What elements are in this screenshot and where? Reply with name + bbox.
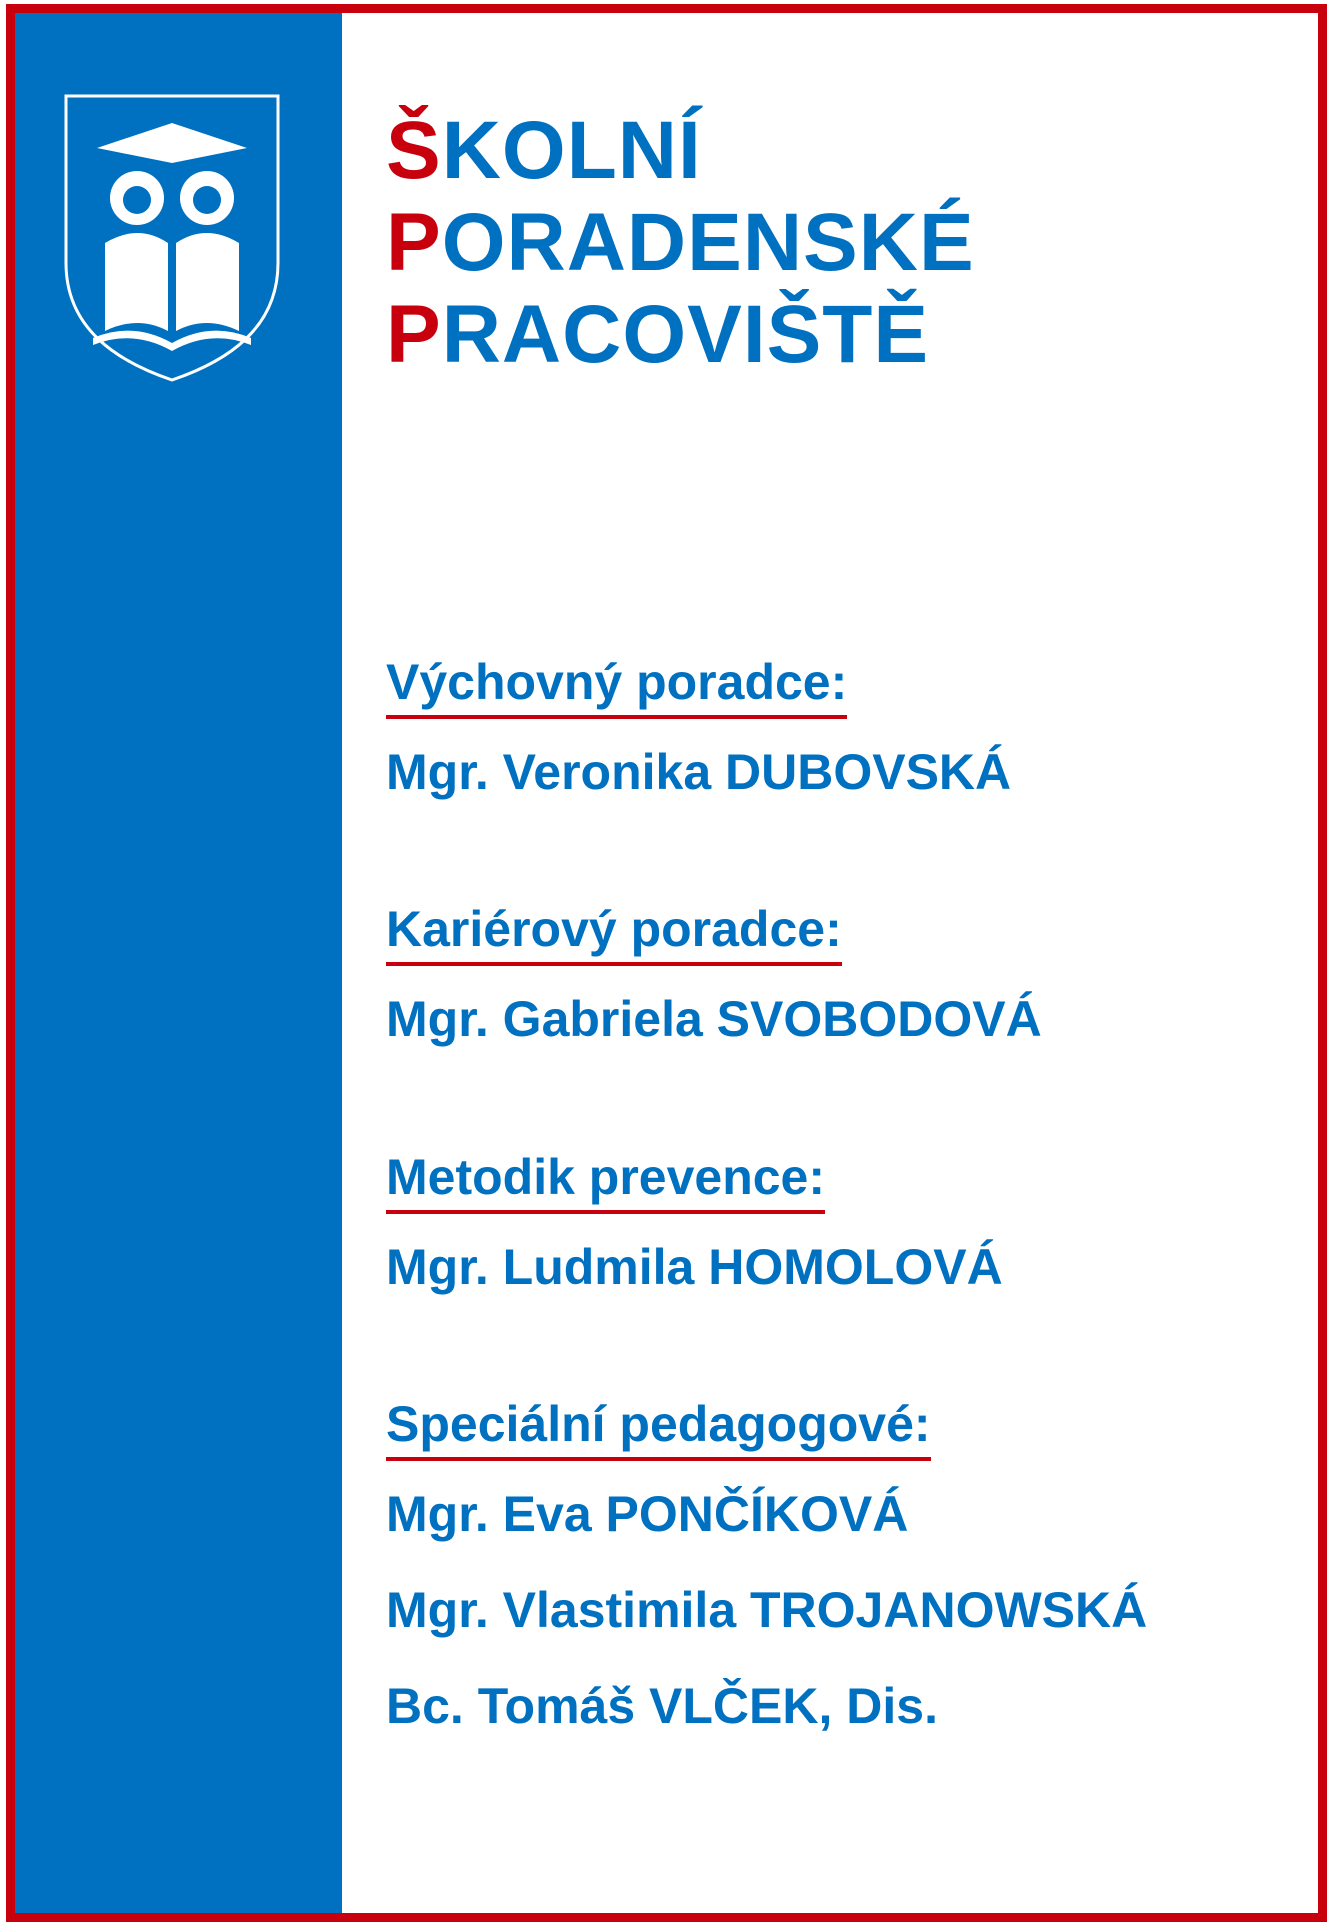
section-label: Kariérový poradce: [386,898,842,966]
title-rest: KOLNÍ [441,105,702,196]
staff-name: Mgr. Vlastimila TROJANOWSKÁ [386,1582,1148,1638]
staff-name: Mgr. Veronika DUBOVSKÁ [386,744,1012,800]
title-initial: P [386,289,442,380]
staff-name: Bc. Tomáš VLČEK, Dis. [386,1678,938,1734]
title-line-2 [386,197,975,289]
staff-name: Mgr. Ludmila HOMOLOVÁ [386,1239,1003,1295]
title-line-3 [386,289,975,381]
section-educational-advisor [386,651,1286,803]
section-career-advisor [386,898,1286,1050]
section-label: Výchovný poradce: [386,651,847,719]
blue-sidebar [15,13,342,1913]
staff-name: Mgr. Eva PONČÍKOVÁ [386,1486,909,1542]
school-crest-icon [63,93,281,383]
staff-name: Mgr. Gabriela SVOBODOVÁ [386,991,1042,1047]
title-initial: Š [386,105,442,196]
content-area [386,13,1318,1913]
poster-frame [6,4,1327,1922]
section-label: Speciální pedagogové: [386,1393,931,1461]
title-rest: RACOVIŠTĚ [441,289,930,380]
section-label: Metodik prevence: [386,1146,825,1214]
section-prevention-methodist [386,1146,1286,1298]
page-title [386,105,975,381]
title-line-1 [386,105,975,197]
section-special-pedagogues [386,1393,1286,1737]
title-rest: ORADENSKÉ [441,197,975,288]
title-initial: P [386,197,442,288]
